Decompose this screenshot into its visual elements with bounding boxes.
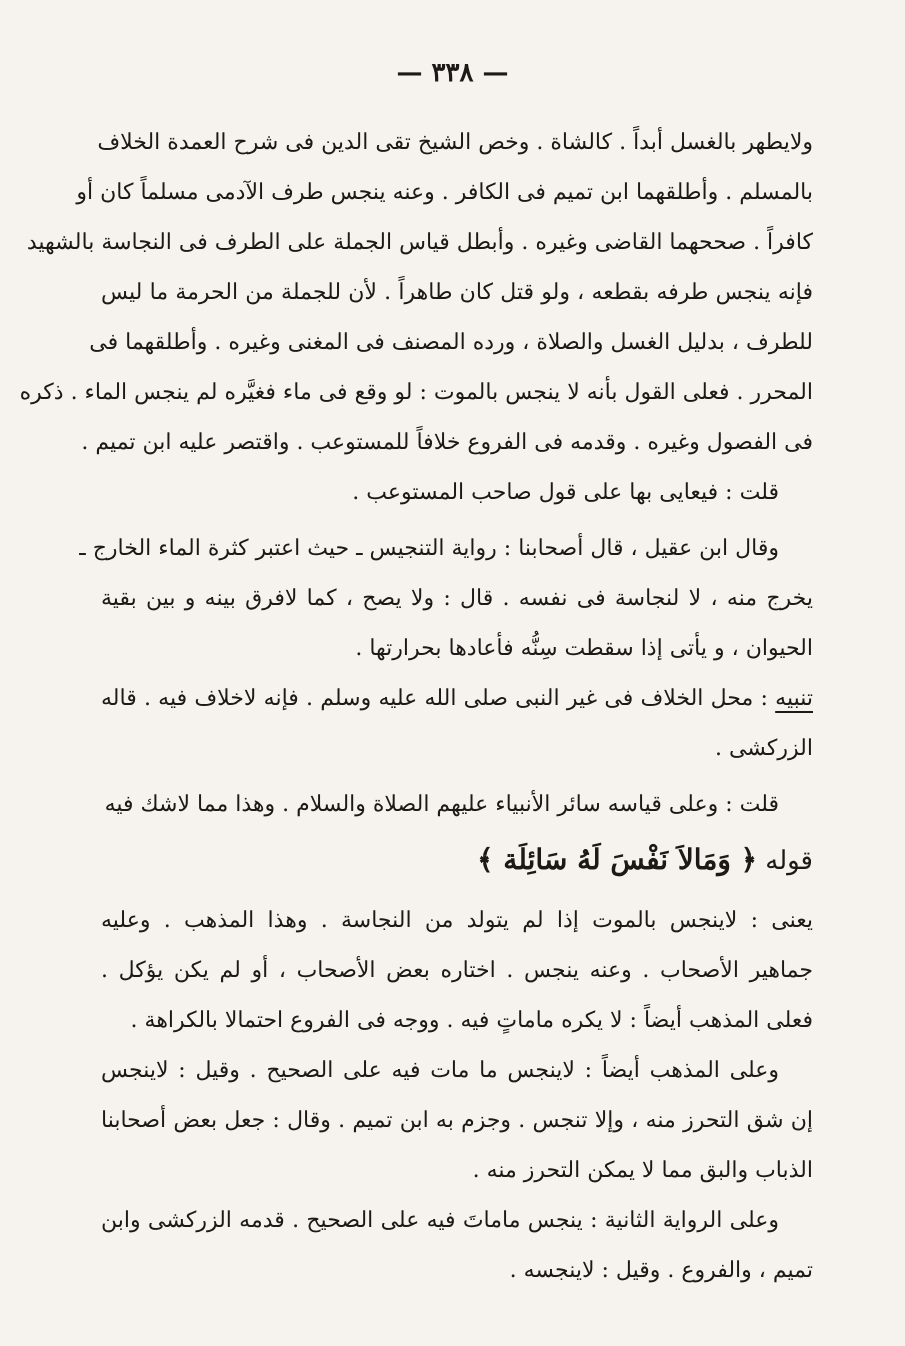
page-number: — ٣٣٨ — <box>396 58 509 88</box>
quran-heading <box>101 830 813 890</box>
body-text <box>19 118 813 1296</box>
paragraph-2 <box>101 468 813 518</box>
text-line: للطرف ، بدليل الغسل والصلاة ، ورده المصنف فى المغنى وغيره . وأطلقهما فى <box>89 330 813 355</box>
paragraph-1 <box>19 118 813 468</box>
quran-verse: ﴿ وَمَالاَ نَفْسَ لَهُ سَائِلَة ﴾ <box>477 843 757 876</box>
text-line: قلت : وعلى قياسه سائر الأنبياء عليهم الصلاة والسلام . وهذا مما لاشك فيه <box>104 792 779 817</box>
paragraph-3 <box>79 524 813 674</box>
paragraph-tanbih <box>101 674 813 774</box>
text-line: ولايطهر بالغسل أبداً . كالشاة . وخص الشيخ تقى الدين فى شرح العمدة الخلاف <box>97 130 813 155</box>
text-line: وعلى الرواية الثانية : ينجس ماماتَ فيه على الصحيح . قدمه الزركشى وابن <box>101 1208 779 1233</box>
text-line: تميم ، والفروع . وقيل : لاينجسه . <box>509 1258 813 1283</box>
paragraph-5 <box>101 780 813 830</box>
tanbih-text: : محل الخلاف فى غير النبى صلى الله عليه وسلم . فإنه لاخلاف فيه . قاله <box>101 686 768 711</box>
paragraph-9 <box>101 1196 813 1296</box>
text-line: فإنه ينجس طرفه بقطعه ، ولو قتل كان طاهراً . لأن للجملة من الحرمة ما ليس <box>101 280 813 305</box>
paragraph-7 <box>101 896 813 1046</box>
text-line: المحرر . فعلى القول بأنه لا ينجس بالموت : لو وقع فى ماء فغيَّره لم ينجس الماء . ذكره <box>19 380 813 405</box>
text-line: الذباب والبق مما لا يمكن التحرز منه . <box>472 1158 813 1183</box>
text-line <box>101 674 813 724</box>
text-line: فعلى المذهب أيضاً : لا يكره ماماتٍ فيه . ووجه فى الفروع احتمالا بالكراهة . <box>130 1008 813 1033</box>
tanbih-label: تنبيه <box>775 686 813 711</box>
text-line: قلت : فيعايى بها على قول صاحب المستوعب . <box>352 480 779 505</box>
text-line: كافراً . صححهما القاضى وغيره . وأبطل قياس الجملة على الطرف فى النجاسة بالشهيد <box>26 230 813 255</box>
quran-prefix: قوله <box>765 846 813 876</box>
text-line: بالمسلم . وأطلقهما ابن تميم فى الكافر . وعنه ينجس طرف الآدمى مسلماً كان أو <box>76 180 813 205</box>
text-line: وقال ابن عقيل ، قال أصحابنا : رواية التنجيس ـ حيث اعتبر كثرة الماء الخارج ـ <box>79 536 779 561</box>
text-line: إن شق التحرز منه ، وإلا تنجس . وجزم به ابن تميم . وقال : جعل بعض أصحابنا <box>101 1108 813 1133</box>
paragraph-8 <box>101 1046 813 1196</box>
text-line: وعلى المذهب أيضاً : لاينجس ما مات فيه على الصحيح . وقيل : لاينجس <box>101 1058 779 1083</box>
text-line: يخرج منه ، لا لنجاسة فى نفسه . قال : ولا يصح ، كما لافرق بينه و بين بقية <box>101 586 813 611</box>
text-line: فى الفصول وغيره . وقدمه فى الفروع خلافاً للمستوعب . واقتصر عليه ابن تميم . <box>81 430 813 455</box>
text-line: الحيوان ، و يأتى إذا سقطت سِنُّه فأعادها بحرارتها . <box>355 636 813 661</box>
text-line: الزركشى . <box>714 736 813 761</box>
text-line: جماهير الأصحاب . وعنه ينجس . اختاره بعض الأصحاب ، أو لم يكن يؤكل . <box>101 958 813 983</box>
text-line: يعنى : لاينجس بالموت إذا لم يتولد من النجاسة . وهذا المذهب . وعليه <box>101 908 813 933</box>
